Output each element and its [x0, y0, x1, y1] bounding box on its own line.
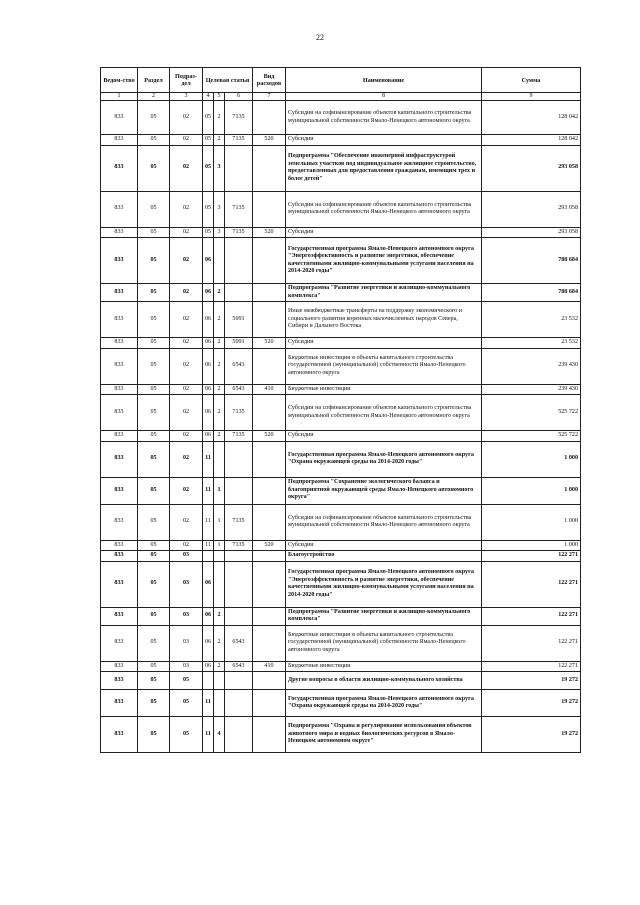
cell-sum: 19 272: [482, 672, 581, 690]
cell-target-code: 7135: [225, 227, 253, 238]
cell-expense-type: [253, 191, 286, 227]
cell-target-program: [203, 672, 214, 690]
cell-target-code: [225, 672, 253, 690]
cell-name: Подпрограмма "Развитие энергетики и жилищно-коммунального комплекса": [286, 607, 482, 625]
cell-razdel: 05: [138, 348, 170, 384]
cell-sum: 1 000: [482, 441, 581, 477]
header-row: [101, 68, 581, 93]
cell-target-code: 5091: [225, 338, 253, 349]
cell-sum: 293 058: [482, 191, 581, 227]
cell-target-code: 7135: [225, 135, 253, 146]
cell-razdel: 05: [138, 717, 170, 753]
cell-podrazdel: 03: [170, 607, 203, 625]
cell-sum: 128 042: [482, 135, 581, 146]
cell-podrazdel: 02: [170, 191, 203, 227]
table-row: [101, 238, 581, 284]
cell-ved: 833: [101, 477, 138, 504]
cell-sum: 525 722: [482, 431, 581, 442]
cell-expense-type: [253, 504, 286, 540]
cell-name: Государственная программа Ямало-Ненецкого автономного округа "Энергоэффективность и развитие энергетики, обеспечение качественными жилищно-коммунальными услугами населения на 2014-2020 годы": [286, 238, 482, 284]
cell-target-subprogram: 3: [214, 227, 225, 238]
column-number: 2: [138, 93, 170, 101]
table-row: [101, 540, 581, 551]
cell-target-code: 6543: [225, 348, 253, 384]
cell-target-program: 05: [203, 101, 214, 135]
cell-expense-type: [253, 561, 286, 607]
cell-razdel: 05: [138, 338, 170, 349]
cell-ved: 833: [101, 540, 138, 551]
cell-sum: 1 000: [482, 477, 581, 504]
cell-razdel: 05: [138, 227, 170, 238]
cell-sum: 19 272: [482, 717, 581, 753]
cell-target-subprogram: 2: [214, 431, 225, 442]
cell-name: Бюджетные инвестиции в объекты капитального строительства государственной (муниципальной) собственности Ямало-Ненецкого автономного округа: [286, 625, 482, 661]
cell-target-subprogram: [214, 551, 225, 562]
cell-target-program: 06: [203, 395, 214, 431]
cell-expense-type: [253, 284, 286, 302]
table-row: [101, 607, 581, 625]
header-name: Наименование: [286, 68, 482, 93]
cell-target-program: 06: [203, 384, 214, 395]
cell-razdel: 05: [138, 561, 170, 607]
cell-target-subprogram: 2: [214, 661, 225, 672]
table-row: [101, 384, 581, 395]
cell-name: Субсидии на софинансирование объектов капитального строительства муниципальной собственности Ямало-Ненецкого автономного округа: [286, 101, 482, 135]
table-row: [101, 661, 581, 672]
cell-target-subprogram: [214, 238, 225, 284]
cell-ved: 833: [101, 145, 138, 191]
cell-name: Подпрограмма "Сохранение экологического баланса и благоприятной окружающей среды Ямало-Ненецкого автономного округа": [286, 477, 482, 504]
cell-target-subprogram: 2: [214, 607, 225, 625]
table-row: [101, 477, 581, 504]
cell-target-code: [225, 561, 253, 607]
cell-expense-type: 410: [253, 384, 286, 395]
table-row: [101, 690, 581, 717]
cell-sum: 122 271: [482, 607, 581, 625]
cell-target-code: 5091: [225, 302, 253, 338]
cell-target-subprogram: 2: [214, 384, 225, 395]
cell-ved: 833: [101, 661, 138, 672]
cell-target-program: 06: [203, 431, 214, 442]
table-row: [101, 135, 581, 146]
cell-razdel: 05: [138, 607, 170, 625]
budget-body: [101, 101, 581, 753]
cell-sum: 128 042: [482, 101, 581, 135]
cell-ved: 833: [101, 384, 138, 395]
cell-expense-type: [253, 551, 286, 562]
cell-target-code: 7135: [225, 504, 253, 540]
cell-razdel: 05: [138, 672, 170, 690]
cell-razdel: 05: [138, 551, 170, 562]
table-row: [101, 395, 581, 431]
cell-ved: 833: [101, 690, 138, 717]
cell-sum: 122 271: [482, 661, 581, 672]
cell-target-code: 7135: [225, 540, 253, 551]
cell-expense-type: 520: [253, 135, 286, 146]
cell-expense-type: [253, 348, 286, 384]
cell-target-program: 11: [203, 441, 214, 477]
cell-podrazdel: 02: [170, 431, 203, 442]
budget-table: [100, 67, 581, 753]
cell-podrazdel: 02: [170, 441, 203, 477]
cell-target-program: 06: [203, 348, 214, 384]
cell-expense-type: 520: [253, 540, 286, 551]
cell-name: Субсидии: [286, 227, 482, 238]
cell-expense-type: [253, 625, 286, 661]
cell-ved: 833: [101, 672, 138, 690]
cell-sum: 1 000: [482, 540, 581, 551]
cell-target-program: 06: [203, 238, 214, 284]
cell-name: Другие вопросы в области жилищно-коммунального хозяйства: [286, 672, 482, 690]
cell-target-code: 7135: [225, 431, 253, 442]
cell-podrazdel: 03: [170, 625, 203, 661]
table-row: [101, 101, 581, 135]
cell-name: Подпрограмма "Охрана и регулирование использования объектов животного мира и водных биологических ресурсов в Ямало-Ненецком автономном округе": [286, 717, 482, 753]
cell-razdel: 05: [138, 540, 170, 551]
cell-target-subprogram: 2: [214, 284, 225, 302]
cell-expense-type: [253, 607, 286, 625]
header-celevaya: Целевая статья: [203, 68, 253, 93]
cell-target-subprogram: 1: [214, 477, 225, 504]
cell-sum: 23 532: [482, 338, 581, 349]
cell-target-program: 05: [203, 191, 214, 227]
cell-ved: 833: [101, 561, 138, 607]
cell-name: Подпрограмма "Развитие энергетики и жилищно-коммунального комплекса": [286, 284, 482, 302]
cell-podrazdel: 03: [170, 551, 203, 562]
cell-sum: 23 532: [482, 302, 581, 338]
cell-podrazdel: 02: [170, 477, 203, 504]
cell-podrazdel: 02: [170, 395, 203, 431]
cell-target-subprogram: 3: [214, 191, 225, 227]
cell-razdel: 05: [138, 191, 170, 227]
cell-name: Субсидии на софинансирование объектов капитального строительства муниципальной собственности Ямало-Ненецкого автономного округа: [286, 504, 482, 540]
table-row: [101, 672, 581, 690]
page-number: 22: [316, 33, 324, 42]
cell-target-program: 05: [203, 135, 214, 146]
cell-sum: 525 722: [482, 395, 581, 431]
cell-target-program: 05: [203, 145, 214, 191]
cell-sum: 1 000: [482, 504, 581, 540]
cell-razdel: 05: [138, 302, 170, 338]
column-number: 5: [214, 93, 225, 101]
cell-razdel: 05: [138, 101, 170, 135]
cell-expense-type: 410: [253, 661, 286, 672]
cell-name: Бюджетные инвестиции: [286, 384, 482, 395]
cell-ved: 833: [101, 191, 138, 227]
cell-target-subprogram: 2: [214, 338, 225, 349]
cell-target-code: 7135: [225, 191, 253, 227]
cell-target-subprogram: [214, 690, 225, 717]
header-sum: Сумма: [482, 68, 581, 93]
cell-sum: 122 271: [482, 625, 581, 661]
cell-podrazdel: 02: [170, 135, 203, 146]
cell-ved: 833: [101, 238, 138, 284]
cell-razdel: 05: [138, 661, 170, 672]
cell-expense-type: [253, 690, 286, 717]
cell-ved: 833: [101, 717, 138, 753]
cell-expense-type: [253, 717, 286, 753]
cell-razdel: 05: [138, 284, 170, 302]
cell-sum: 788 684: [482, 238, 581, 284]
cell-razdel: 05: [138, 395, 170, 431]
cell-podrazdel: 02: [170, 504, 203, 540]
cell-name: Субсидии: [286, 540, 482, 551]
cell-expense-type: [253, 441, 286, 477]
cell-target-code: 7135: [225, 395, 253, 431]
cell-razdel: 05: [138, 504, 170, 540]
cell-target-program: 11: [203, 690, 214, 717]
cell-name: Субсидии на софинансирование объектов капитального строительства муниципальной собственности Ямало-Ненецкого автономного округа: [286, 395, 482, 431]
cell-target-code: [225, 717, 253, 753]
cell-name: Субсидии: [286, 338, 482, 349]
cell-expense-type: [253, 672, 286, 690]
cell-ved: 833: [101, 504, 138, 540]
cell-target-program: 05: [203, 227, 214, 238]
cell-razdel: 05: [138, 135, 170, 146]
cell-razdel: 05: [138, 690, 170, 717]
cell-razdel: 05: [138, 431, 170, 442]
column-number-row: [101, 93, 581, 101]
cell-target-code: [225, 145, 253, 191]
cell-podrazdel: 02: [170, 348, 203, 384]
cell-name: Подпрограмма "Обеспечение инженерной инфраструктурой земельных участков под индивидуальное жилищное строительство, предоставленных для предоставления гражданам, имеющим трех и более детей": [286, 145, 482, 191]
cell-name: Благоустройство: [286, 551, 482, 562]
cell-name: Субсидии: [286, 135, 482, 146]
cell-podrazdel: 02: [170, 338, 203, 349]
column-number: 3: [170, 93, 203, 101]
cell-target-subprogram: 2: [214, 101, 225, 135]
header-razdel: Раздел: [138, 68, 170, 93]
cell-razdel: 05: [138, 441, 170, 477]
cell-ved: 833: [101, 101, 138, 135]
cell-target-code: 7135: [225, 101, 253, 135]
cell-name: Государственная программа Ямало-Ненецкого автономного округа "Охрана окружающей среды на 2014-2020 годы": [286, 690, 482, 717]
cell-ved: 833: [101, 135, 138, 146]
cell-razdel: 05: [138, 145, 170, 191]
cell-name: Субсидии на софинансирование объектов капитального строительства муниципальной собственности Ямало-Ненецкого автономного округа: [286, 191, 482, 227]
cell-ved: 833: [101, 607, 138, 625]
cell-ved: 833: [101, 395, 138, 431]
cell-razdel: 05: [138, 477, 170, 504]
cell-razdel: 05: [138, 238, 170, 284]
cell-razdel: 05: [138, 384, 170, 395]
cell-podrazdel: 05: [170, 672, 203, 690]
table-row: [101, 348, 581, 384]
cell-podrazdel: 05: [170, 690, 203, 717]
table-row: [101, 338, 581, 349]
column-number: 8: [286, 93, 482, 101]
cell-podrazdel: 02: [170, 540, 203, 551]
cell-razdel: 05: [138, 625, 170, 661]
cell-target-program: 11: [203, 504, 214, 540]
column-number: 1: [101, 93, 138, 101]
cell-target-subprogram: 3: [214, 145, 225, 191]
cell-ved: 833: [101, 625, 138, 661]
cell-target-subprogram: 1: [214, 504, 225, 540]
cell-target-code: [225, 607, 253, 625]
column-number: 6: [225, 93, 253, 101]
cell-ved: 833: [101, 284, 138, 302]
cell-expense-type: [253, 477, 286, 504]
cell-sum: 239 430: [482, 348, 581, 384]
cell-sum: 19 272: [482, 690, 581, 717]
cell-ved: 833: [101, 227, 138, 238]
cell-target-program: 06: [203, 561, 214, 607]
cell-sum: 788 684: [482, 284, 581, 302]
cell-sum: 122 271: [482, 551, 581, 562]
cell-expense-type: [253, 395, 286, 431]
table-row: [101, 551, 581, 562]
cell-podrazdel: 02: [170, 384, 203, 395]
cell-target-program: 06: [203, 284, 214, 302]
cell-ved: 833: [101, 551, 138, 562]
cell-target-code: [225, 551, 253, 562]
cell-target-code: 6543: [225, 661, 253, 672]
cell-target-code: [225, 238, 253, 284]
cell-ved: 833: [101, 431, 138, 442]
table-row: [101, 191, 581, 227]
cell-target-subprogram: 2: [214, 302, 225, 338]
cell-sum: 239 430: [482, 384, 581, 395]
column-number: 4: [203, 93, 214, 101]
cell-target-program: 06: [203, 625, 214, 661]
table-row: [101, 717, 581, 753]
cell-expense-type: [253, 238, 286, 284]
cell-target-program: 06: [203, 607, 214, 625]
cell-expense-type: 520: [253, 227, 286, 238]
table-row: [101, 441, 581, 477]
cell-target-program: [203, 551, 214, 562]
cell-name: Государственная программа Ямало-Ненецкого автономного округа "Энергоэффективность и развитие энергетики, обеспечение качественными жилищно-коммунальными услугами населения на 2014-2020 годы": [286, 561, 482, 607]
cell-podrazdel: 02: [170, 284, 203, 302]
cell-expense-type: [253, 101, 286, 135]
cell-name: Бюджетные инвестиции: [286, 661, 482, 672]
table-row: [101, 145, 581, 191]
table-row: [101, 431, 581, 442]
cell-target-program: 06: [203, 338, 214, 349]
cell-sum: 293 058: [482, 227, 581, 238]
cell-target-program: 06: [203, 302, 214, 338]
cell-expense-type: 520: [253, 338, 286, 349]
cell-name: Иные межбюджетные трансферты на поддержку экономического и социального развития коренных малочисленных народов Севера, Сибири и Дальнего Востока: [286, 302, 482, 338]
cell-target-program: 11: [203, 477, 214, 504]
cell-expense-type: [253, 145, 286, 191]
cell-target-subprogram: 1: [214, 540, 225, 551]
cell-podrazdel: 02: [170, 145, 203, 191]
header-podrazdel: Подраз-дел: [170, 68, 203, 93]
cell-target-subprogram: 2: [214, 348, 225, 384]
cell-podrazdel: 02: [170, 302, 203, 338]
cell-name: Субсидии: [286, 431, 482, 442]
cell-expense-type: 520: [253, 431, 286, 442]
cell-target-subprogram: [214, 441, 225, 477]
cell-podrazdel: 03: [170, 561, 203, 607]
cell-sum: 122 271: [482, 561, 581, 607]
cell-target-subprogram: 2: [214, 395, 225, 431]
cell-name: Бюджетные инвестиции в объекты капитального строительства государственной (муниципальной) собственности Ямало-Ненецкого автономного округа: [286, 348, 482, 384]
table-row: [101, 625, 581, 661]
cell-target-subprogram: 2: [214, 625, 225, 661]
cell-podrazdel: 05: [170, 717, 203, 753]
cell-ved: 833: [101, 302, 138, 338]
header-ved: Ведом-ство: [101, 68, 138, 93]
cell-podrazdel: 02: [170, 227, 203, 238]
cell-target-code: 6543: [225, 625, 253, 661]
cell-target-code: [225, 284, 253, 302]
table-row: [101, 504, 581, 540]
cell-ved: 833: [101, 338, 138, 349]
table-row: [101, 561, 581, 607]
cell-target-program: 11: [203, 540, 214, 551]
cell-target-code: [225, 690, 253, 717]
cell-target-subprogram: 2: [214, 135, 225, 146]
table-row: [101, 302, 581, 338]
cell-podrazdel: 03: [170, 661, 203, 672]
cell-ved: 833: [101, 348, 138, 384]
column-number: 7: [253, 93, 286, 101]
cell-sum: 293 058: [482, 145, 581, 191]
column-number: 9: [482, 93, 581, 101]
cell-target-subprogram: [214, 672, 225, 690]
cell-podrazdel: 02: [170, 101, 203, 135]
table-row: [101, 227, 581, 238]
cell-target-program: 11: [203, 717, 214, 753]
cell-ved: 833: [101, 441, 138, 477]
cell-name: Государственная программа Ямало-Ненецкого автономного округа "Охрана окружающей среды на 2014-2020 годы": [286, 441, 482, 477]
cell-target-code: [225, 441, 253, 477]
table-row: [101, 284, 581, 302]
cell-target-subprogram: [214, 561, 225, 607]
cell-target-code: [225, 477, 253, 504]
cell-expense-type: [253, 302, 286, 338]
cell-podrazdel: 02: [170, 238, 203, 284]
cell-target-program: 06: [203, 661, 214, 672]
cell-target-subprogram: 4: [214, 717, 225, 753]
header-vid: Вид расходов: [253, 68, 286, 93]
cell-target-code: 6543: [225, 384, 253, 395]
